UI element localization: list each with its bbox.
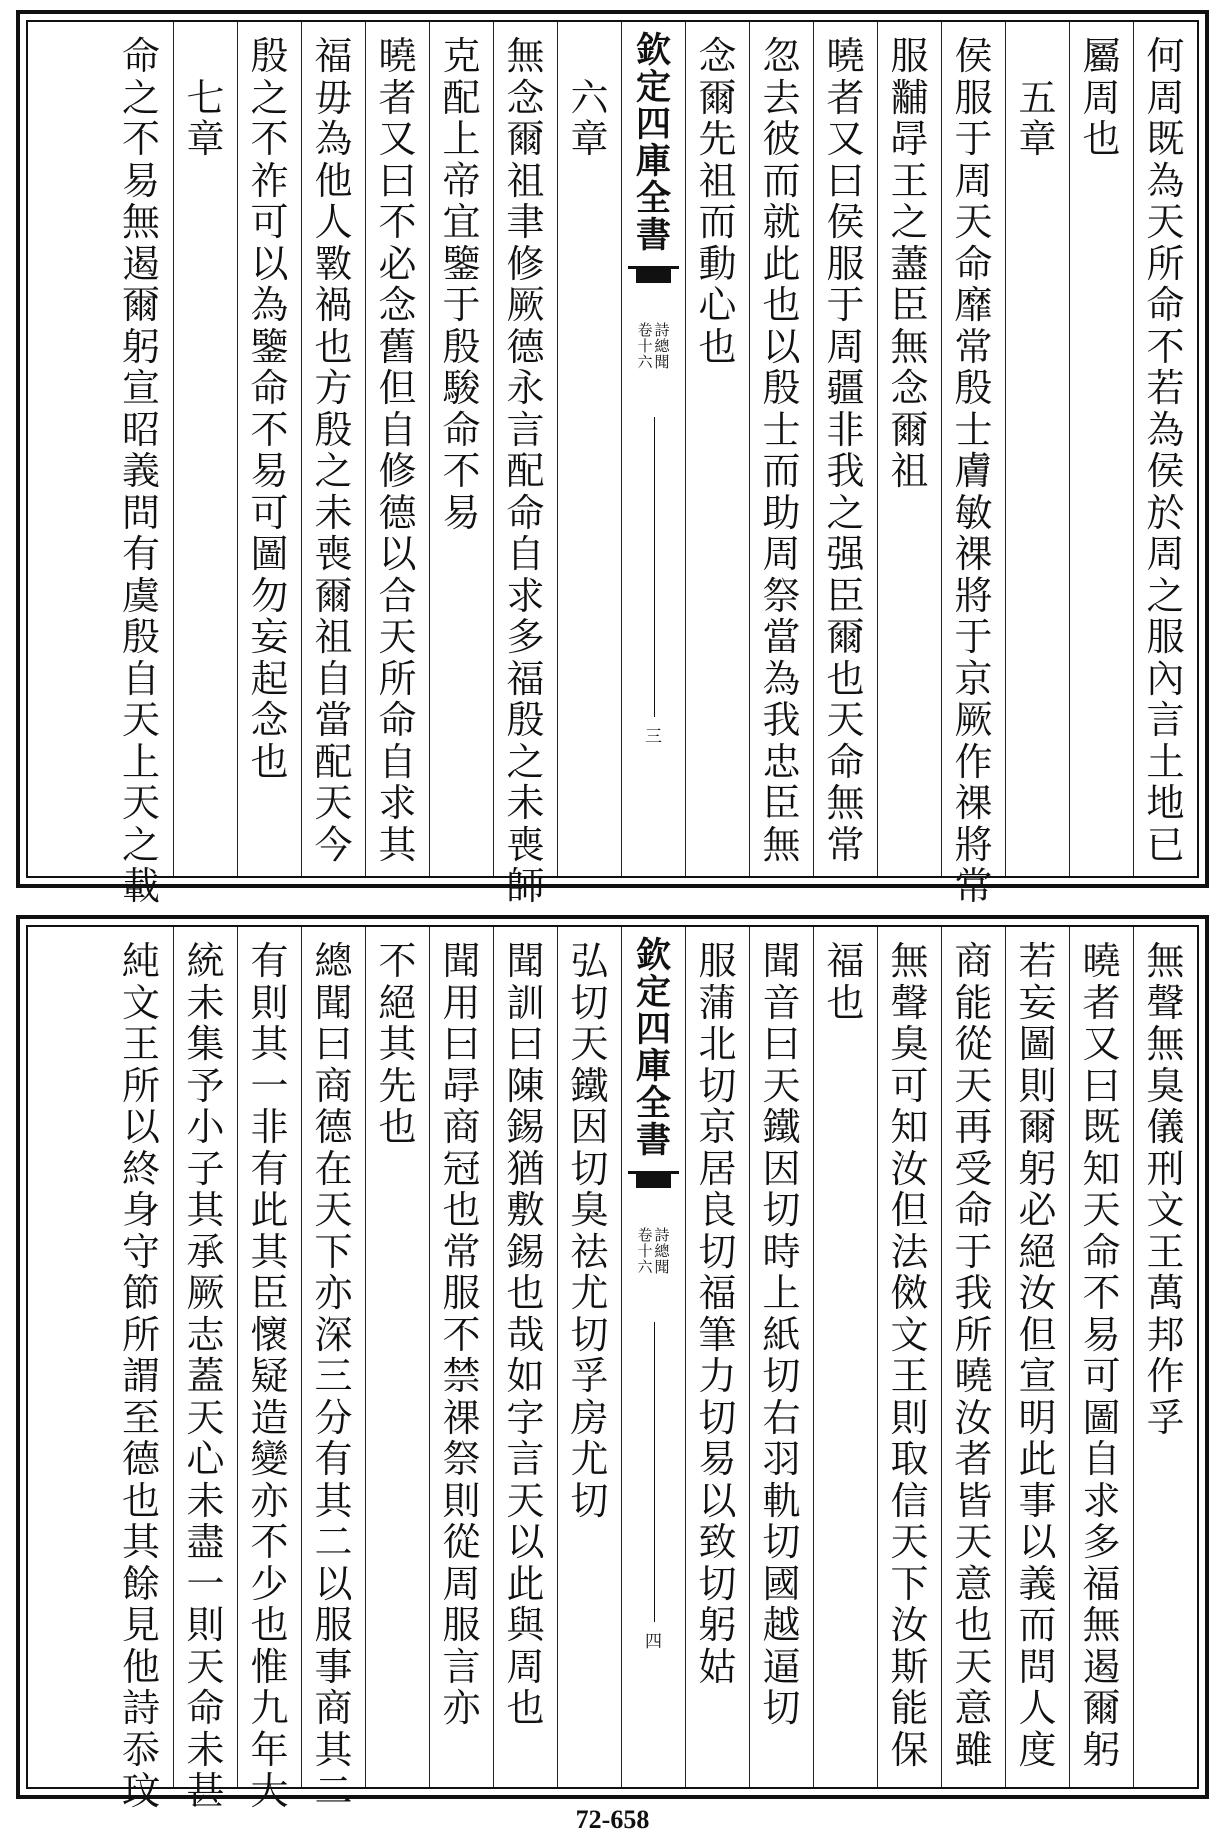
column-text: 念 爾 先 祖 而 動 心 也 (698, 34, 737, 369)
page-number: 四 (645, 1632, 662, 1652)
column-text: 總 聞 曰 商 德 在 天 下 亦 深 三 分 有 其 二 以 服 事 商 其 二 (314, 939, 353, 1813)
fold-line (654, 417, 655, 717)
text-column (749, 927, 813, 1787)
text-column (1133, 22, 1197, 876)
column-text: 福 毋 為 他 人 斁 禍 也 方 殷 之 未 喪 爾 祖 自 當 配 天 今 (314, 34, 353, 867)
page-number: 三 (645, 727, 662, 747)
column-text: 侯 服 于 周 天 命 靡 常 殷 士 膚 敏 祼 將 于 京 厥 作 祼 將 常 (954, 34, 993, 908)
text-column (493, 22, 557, 908)
column-text: 曉 者 又 曰 既 知 天 命 不 易 可 圖 自 求 多 福 無 遏 爾 躬 (1082, 939, 1121, 1772)
text-column (557, 927, 621, 1787)
column-text: 六 章 (570, 75, 609, 161)
text-column (1005, 22, 1069, 876)
text-column (813, 22, 877, 876)
volume-label: 卷 十 六 (637, 321, 653, 371)
volume-label: 卷 十 六 (637, 1226, 653, 1276)
text-column (109, 22, 173, 908)
text-column (1069, 927, 1133, 1787)
text-column (685, 927, 749, 1787)
work-and-volume (622, 1227, 685, 1275)
column-text: 聞 訓 曰 陳 錫 猶 敷 錫 也 哉 如 字 言 天 以 此 與 周 也 (506, 939, 545, 1730)
column-text: 福 也 (826, 939, 865, 1025)
fishtail-mark-icon (628, 1171, 679, 1208)
text-column (877, 927, 941, 1787)
text-column (1133, 927, 1197, 1787)
work-title: 詩 總 聞 (654, 321, 670, 371)
upper-page (16, 10, 1209, 908)
column-text: 曉 者 又 曰 不 必 念 舊 但 自 修 德 以 合 天 所 命 自 求 其 (378, 34, 417, 867)
column-text: 不 絕 其 先 也 (378, 939, 417, 1149)
text-column (429, 22, 493, 876)
text-column (1069, 22, 1133, 876)
page-footer-number: 72-658 (575, 1805, 650, 1834)
text-column (941, 927, 1005, 1787)
column-text: 若 妄 圖 則 爾 躬 必 絕 汝 但 宣 明 此 事 以 義 而 問 人 度 (1018, 939, 1057, 1772)
text-column (237, 22, 301, 876)
text-column (301, 22, 365, 876)
book-title: 欽 定 四 庫 全 書 (635, 30, 671, 256)
text-column (429, 927, 493, 1787)
column-text: 克 配 上 帝 宜 鑒 于 殷 駿 命 不 易 (442, 34, 481, 535)
column-text: 忽 去 彼 而 就 此 也 以 殷 士 而 助 周 祭 當 為 我 忠 臣 無 (762, 34, 801, 867)
text-column (941, 22, 1005, 908)
column-text: 殷 之 不 祚 可 以 為 鑒 命 不 易 可 圖 勿 妄 起 念 也 (250, 34, 289, 784)
lower-page-frame (26, 925, 1199, 1813)
column-text: 屬 周 也 (1082, 34, 1121, 161)
column-text: 聞 音 曰 天 鐵 因 切 時 上 紙 切 右 羽 軌 切 國 越 逼 切 (762, 939, 801, 1730)
text-column (109, 927, 173, 1813)
lower-page (16, 915, 1209, 1813)
column-text: 服 黼 冔 王 之 藎 臣 無 念 爾 祖 (890, 34, 929, 493)
fold-line (654, 1322, 655, 1622)
column-text: 商 能 從 天 再 受 命 于 我 所 曉 汝 者 皆 天 意 也 天 意 雖 (954, 939, 993, 1772)
column-text: 弘 切 天 鐵 因 切 臭 祛 尤 切 孚 房 尤 切 (570, 939, 609, 1523)
column-text: 無 聲 臭 可 知 汝 但 法 傚 文 王 則 取 信 天 下 汝 斯 能 保 (890, 939, 929, 1772)
column-text: 命 之 不 易 無 遏 爾 躬 宣 昭 義 問 有 虞 殷 自 天 上 天 之 載 (121, 34, 160, 908)
center-fold-column (621, 927, 685, 1787)
text-column (1005, 927, 1069, 1787)
text-column (173, 22, 237, 876)
column-text: 統 未 集 予 小 子 其 承 厥 志 蓋 天 心 未 盡 一 則 天 命 未 甚 (186, 939, 225, 1813)
upper-page-frame (26, 20, 1199, 908)
column-text: 聞 用 曰 冔 商 冠 也 常 服 不 禁 祼 祭 則 從 周 服 言 亦 (442, 939, 481, 1730)
work-title: 詩 總 聞 (654, 1226, 670, 1276)
column-text: 純 文 王 所 以 終 身 守 節 所 謂 至 德 也 其 餘 見 他 詩 忝 玟 (121, 939, 160, 1813)
text-column (685, 22, 749, 876)
fishtail-mark-icon (628, 266, 679, 303)
column-text: 七 章 (186, 75, 225, 161)
text-column (301, 927, 365, 1813)
work-and-volume (622, 322, 685, 370)
text-column (813, 927, 877, 1787)
text-column (173, 927, 237, 1813)
column-text: 無 念 爾 祖 聿 修 厥 德 永 言 配 命 自 求 多 福 殷 之 未 喪 師 (506, 34, 545, 908)
column-text: 五 章 (1018, 75, 1057, 161)
center-fold-column (621, 22, 685, 876)
column-text: 曉 者 又 曰 侯 服 于 周 疆 非 我 之 强 臣 爾 也 天 命 無 常 (826, 34, 865, 867)
column-text: 無 聲 無 臭 儀 刑 文 王 萬 邦 作 孚 (1146, 939, 1185, 1440)
column-text: 有 則 其 一 非 有 此 其 臣 懷 疑 造 變 亦 不 少 也 惟 九 年 大 (250, 939, 289, 1813)
text-column (493, 927, 557, 1787)
text-column (557, 22, 621, 876)
text-column (749, 22, 813, 876)
column-text: 何 周 既 為 天 所 命 不 若 為 侯 於 周 之 服 內 言 土 地 已 (1146, 34, 1185, 867)
text-column (237, 927, 301, 1813)
column-text: 服 蒲 北 切 京 居 良 切 福 筆 力 切 易 以 致 切 躬 姑 (698, 939, 737, 1689)
text-column (365, 927, 429, 1787)
text-column (877, 22, 941, 876)
book-title: 欽 定 四 庫 全 書 (635, 935, 671, 1161)
text-column (365, 22, 429, 876)
